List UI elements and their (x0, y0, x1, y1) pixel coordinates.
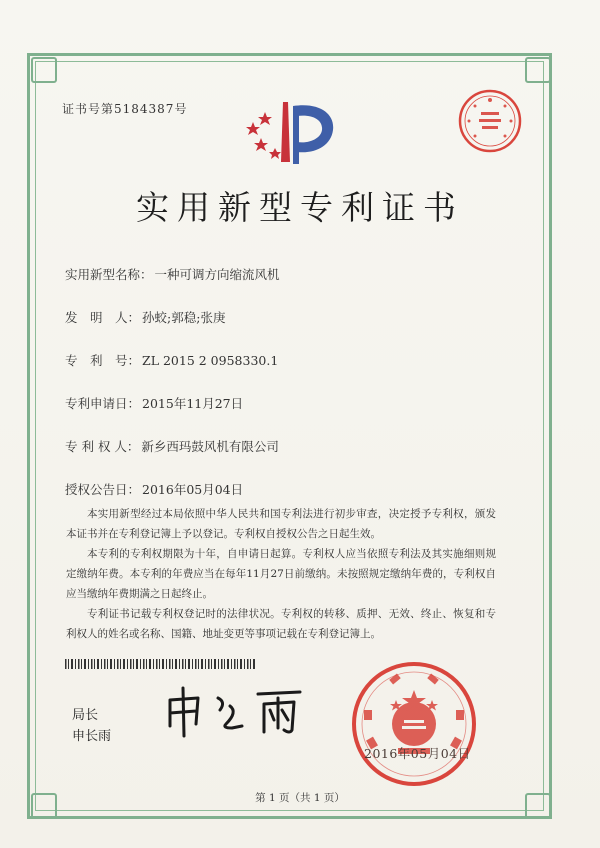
page-number: 第 1 页（共 1 页） (255, 792, 345, 804)
paragraph-grant: 本实用新型经过本局依照中华人民共和国专利法进行初步审查，决定授予专利权，颁发本证书并在专利登记簿上予以登记。专利权自授权公告之日起生效。 (66, 508, 496, 540)
field-value: 孙蛟;郭稳;张庚 (142, 310, 226, 325)
seal-date: 2016年05月04日 (364, 746, 471, 761)
director-name: 申长雨 (72, 729, 112, 744)
field-patent-number (65, 351, 278, 369)
certificate-title: 实用新型专利证书 (136, 188, 464, 227)
director-title: 局长 (72, 708, 99, 723)
certificate-number: 证书号第5184387号 (62, 102, 188, 116)
field-label: 发 明 人： (65, 310, 141, 325)
field-value: 2016年05月04日 (142, 482, 244, 497)
patent-office-logo-icon (245, 92, 355, 170)
field-value: 2015年11月27日 (142, 396, 244, 411)
field-inventor (65, 308, 225, 326)
national-emblem-seal-icon (350, 660, 478, 788)
corner-ornament (525, 57, 551, 83)
field-label: 实用新型名称： (65, 267, 153, 282)
field-value: 一种可调方向缩流风机 (154, 267, 280, 282)
field-label: 专 利 号： (65, 353, 141, 368)
barcode (65, 659, 255, 669)
corner-ornament (31, 57, 57, 83)
field-value: ZL 2015 2 0958330.1 (142, 353, 279, 368)
field-value: 新乡西玛鼓风机有限公司 (141, 439, 279, 454)
field-grant-date (65, 480, 243, 498)
field-utility-name (65, 265, 280, 283)
field-patentee (65, 437, 279, 455)
field-label: 授权公告日： (65, 482, 141, 497)
paragraph-term: 本专利的专利权期限为十年，自申请日起算。专利权人应当依照专利法及其实施细则规定缴纳年费。本专利的年费应当在每年11月27日前缴纳。未按照规定缴纳年费的，专利权自应当缴纳年费期满之日起终止。 (66, 548, 496, 600)
field-label: 专 利 权 人： (65, 439, 140, 454)
seal-stamp-top-icon (455, 86, 525, 156)
field-filing-date (65, 394, 243, 412)
director-signature (160, 680, 310, 740)
paragraph-register: 专利证书记载专利权登记时的法律状况。专利权的转移、质押、无效、终止、恢复和专利权人的姓名或名称、国籍、地址变更等事项记载在专利登记簿上。 (66, 608, 496, 640)
field-label: 专利申请日： (65, 396, 141, 411)
